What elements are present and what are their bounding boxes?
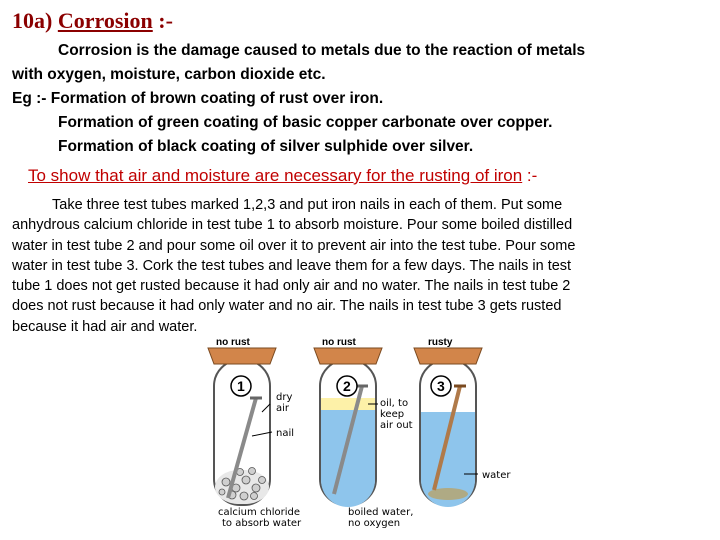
title-prefix: 10a) bbox=[12, 8, 58, 33]
intro-line: Formation of black coating of silver sulphide over silver. bbox=[58, 138, 474, 155]
cork-2 bbox=[314, 348, 382, 364]
dry-air-label-2: air bbox=[276, 403, 290, 414]
title-main: Corrosion bbox=[57, 8, 153, 33]
experiment-line: anhydrous calcium chloride in test tube 1 to absorb moisture. Pour some boiled distilled bbox=[12, 217, 573, 234]
tube-3-number: 3 bbox=[437, 378, 445, 394]
test-tube-1 bbox=[208, 337, 302, 529]
oil-label-3: air out bbox=[380, 420, 413, 431]
test-tube-2 bbox=[314, 337, 413, 529]
water-label: water bbox=[482, 470, 511, 481]
intro-line: Corrosion is the damage caused to metals due to the reaction of metals bbox=[58, 42, 586, 59]
cork-3 bbox=[414, 348, 482, 364]
experiment-line: because it had air and water. bbox=[12, 318, 198, 335]
cork-1 bbox=[208, 348, 276, 364]
cork-2-label: no rust bbox=[322, 337, 356, 348]
oil-label-1: oil, to bbox=[380, 398, 409, 409]
experiment-line: water in test tube 3. Cork the test tubes and leave them for a few days. The nails in test bbox=[12, 257, 572, 274]
experiment-line: tube 1 does not get rusted because it had only air and no water. The nails in test tube 2 bbox=[12, 278, 571, 295]
intro-line: with oxygen, moisture, carbon dioxide etc. bbox=[12, 66, 326, 83]
intro-line: Formation of green coating of basic copper carbonate over copper. bbox=[58, 114, 553, 131]
oil-layer bbox=[321, 398, 375, 410]
experiment-heading-suffix: :- bbox=[522, 166, 538, 185]
test-tube-3 bbox=[414, 337, 511, 507]
tube-1-caption-1: calcium chloride bbox=[218, 507, 301, 518]
tube-2-caption-2: no oxygen bbox=[348, 518, 401, 529]
intro-line: Eg :- Formation of brown coating of rust over iron. bbox=[12, 90, 384, 107]
boiled-water-fill bbox=[321, 410, 375, 507]
experiment-line: water in test tube 2 and pour some oil over it to prevent air into the test tube. Pour some bbox=[12, 237, 576, 254]
tube-2-number: 2 bbox=[343, 378, 351, 394]
tube-2-caption-1: boiled water, bbox=[348, 507, 414, 518]
oil-label-2: keep bbox=[380, 409, 405, 420]
experiment-heading-text: To show that air and moisture are necessary for the rusting of iron bbox=[28, 166, 523, 185]
cork-3-label: rusty bbox=[428, 337, 453, 348]
nail-label: nail bbox=[276, 428, 295, 439]
title-suffix: :- bbox=[152, 8, 173, 33]
experiment-line: does not rust because it had only water and no air. The nails in test tube 3 gets rusted bbox=[12, 298, 562, 315]
tube-1-caption-2: to absorb water bbox=[222, 518, 302, 529]
experiment-line: Take three test tubes marked 1,2,3 and put iron nails in each of them. Put some bbox=[52, 197, 563, 213]
tube-1-number: 1 bbox=[237, 378, 245, 394]
cork-1-label: no rust bbox=[216, 337, 250, 348]
dry-air-label-1: dry bbox=[276, 392, 293, 403]
